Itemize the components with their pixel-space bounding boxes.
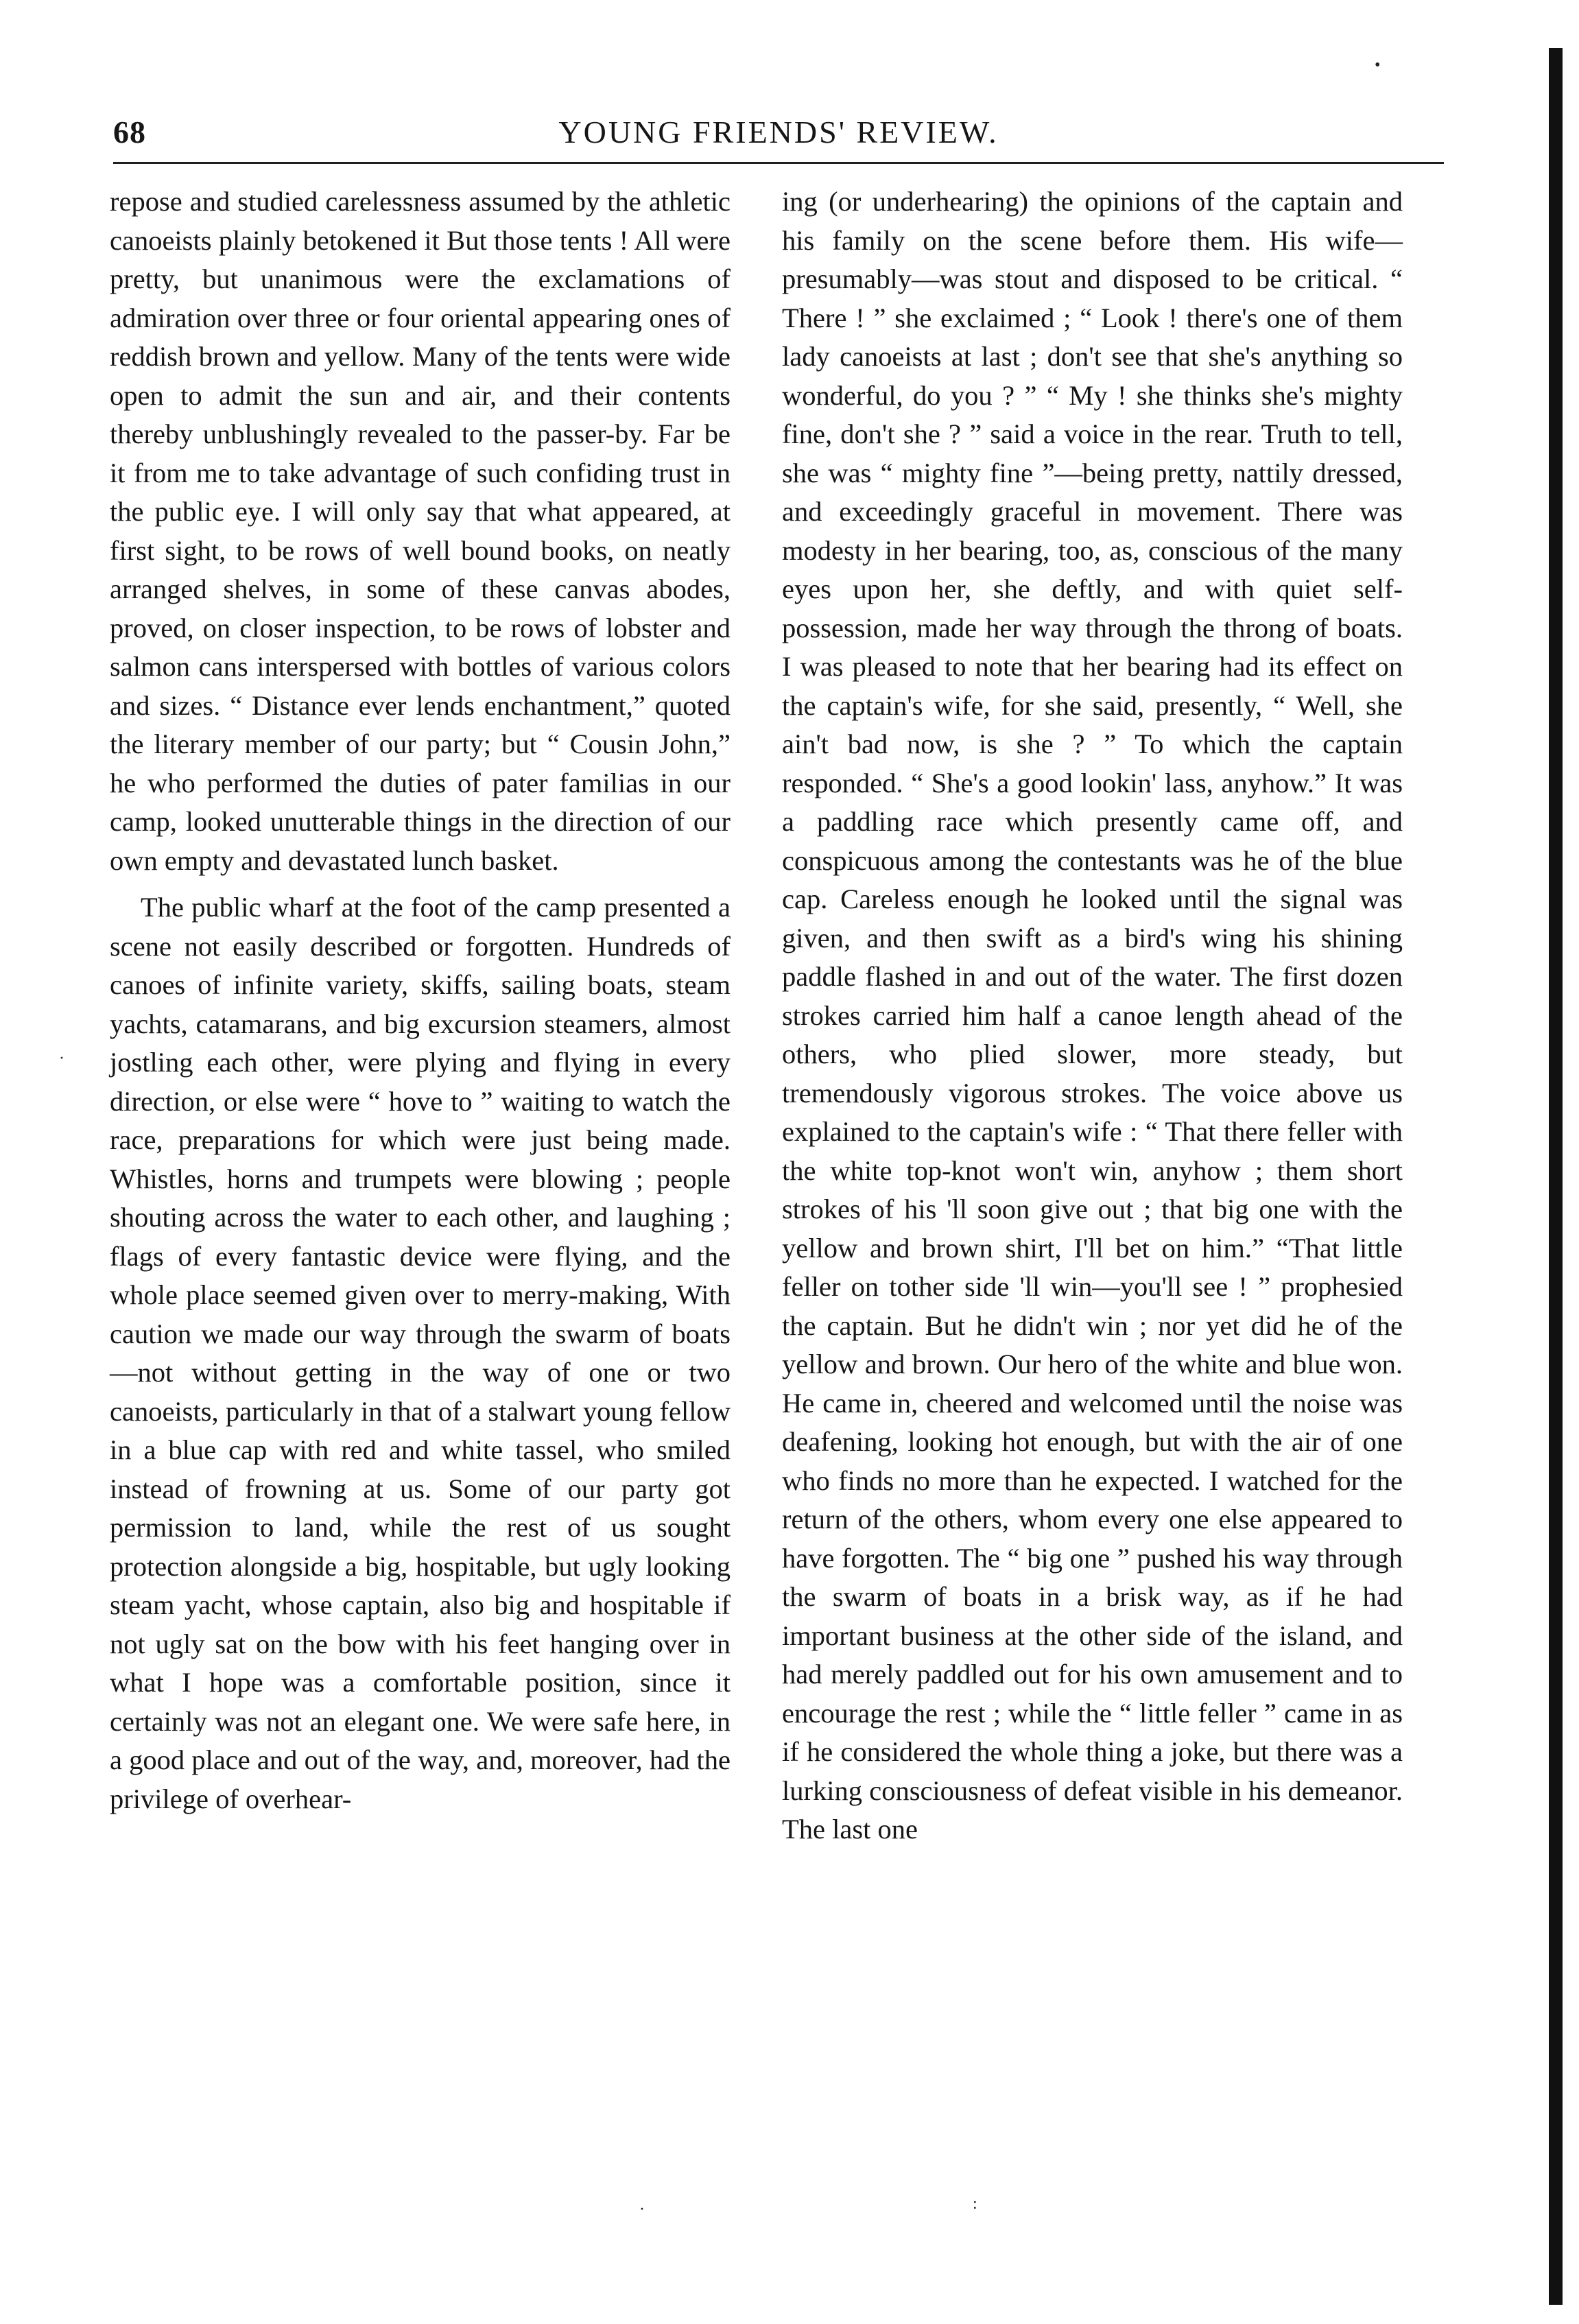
left-column	[110, 182, 731, 1818]
scan-speck: ·	[639, 2201, 645, 2218]
left-paragraph-2: The public wharf at the foot of the camp presented a scene not easily described or forgotten. Hundreds of canoes of infinite variety, skiffs, sailing boats, steam yachts, catamarans, and big excursion steamers, almost jostling each other, were plying and flying in every direction, or else were “ hove to ” waiting to watch the race, preparations for which were just being made. Whistles, horns and trumpets were blowing ; people shouting across the water to each other, and laughing ; flags of every fantastic device were flying, and the whole place seemed given over to merry-making, With caution we made our way through the swarm of boats—not without getting in the way of one or two canoeists, particularly in that of a stalwart young fellow in a blue cap with red and white tassel, who smiled instead of frowning at us. Some of our party got permission to land, while the rest of us sought protection alongside a big, hospitable, but ugly looking steam yacht, whose captain, also big and hospitable if not ugly sat on the bow with his feet hanging over in what I hope was a comfortable position, since it certainly was not an elegant one. We were safe here, in a good place and out of the way, and, moreover, had the privilege of overhear-	[110, 892, 731, 1814]
right-paragraph-1: ing (or underhearing) the opinions of the captain and his family on the scene before them. His wife—presumably—was stout and disposed to be critical. “ There ! ” she exclaimed ; “ Look ! there's one of them lady canoeists at last ; don't see that she's anything so wonderful, do you ? ” “ My ! she thinks she's mighty fine, don't she ? ” said a voice in the rear. Truth to tell, she was “ mighty fine ”—being pretty, nattily dressed, and exceedingly graceful in movement. There was modesty in her bearing, too, as, conscious of the many eyes upon her, she deftly, and with quiet self-possession, made her way through the throng of boats. I was pleased to note that her bearing had its effect on the captain's wife, for she said, presently, “ Well, she ain't bad now, is she ? ” To which the captain responded. “ She's a good lookin' lass, anyhow.” It was a paddling race which presently came off, and conspicuous among the contestants was he of the blue cap. Careless enough he looked until the signal was given, and then swift as a bird's wing his shining paddle flashed in and out of the water. The first dozen strokes carried him half a canoe length ahead of the others, who plied slower, more steady, but tremendously vigorous strokes. The voice above us explained to the captain's wife : “ That there feller with the white top-knot won't win, anyhow ; them short strokes of his 'll soon give out ; that big one with the yellow and brown shirt, I'll bet on him.” “That little feller on tother side 'll win—you'll see ! ” prophesied the captain. But he didn't win ; nor yet did he of the yellow and brown. Our hero of the white and blue won. He came in, cheered and welcomed until the noise was deafening, looking hot enough, but with the air of one who finds no more than he expected. I watched for the return of the others, whom every one else appeared to have forgotten. The “ big one ” pushed his way through the swarm of boats in a brisk way, as if he had important business at the other side of the island, and had merely paddled out for his own amusement and to encourage the rest ; while the “ little feller ” came in as if he considered the whole thing a joke, but there was a lurking consciousness of defeat visible in his demeanor. The last one	[782, 186, 1403, 1845]
page-number: 68	[113, 115, 146, 150]
page-header	[113, 108, 1444, 156]
right-column	[782, 182, 1403, 1849]
scan-speck: ·	[59, 1050, 64, 1067]
scan-speck: :	[973, 2195, 977, 2213]
scan-speck: •	[1375, 56, 1381, 74]
running-title: YOUNG FRIENDS' REVIEW.	[558, 115, 999, 150]
header-divider	[113, 162, 1444, 164]
scan-edge-bar	[1549, 48, 1563, 2305]
left-paragraph-1: repose and studied carelessness assumed by the athletic canoeists plainly betokened it But those tents ! All were pretty, but unanimous were the exclamations of admiration over three or four oriental appearing ones of reddish brown and yellow. Many of the tents were wide open to admit the sun and air, and their contents thereby unblushingly revealed to the passer-by. Far be it from me to take advantage of such confiding trust in the public eye. I will only say that what appeared, at first sight, to be rows of well bound books, on neatly arranged shelves, in some of these canvas abodes, proved, on closer inspection, to be rows of lobster and salmon cans interspersed with bottles of various colors and sizes. “ Distance ever lends enchantment,” quoted the literary member of our party; but “ Cousin John,” he who performed the duties of pater familias in our camp, looked unutterable things in the direction of our own empty and devastated lunch basket.	[110, 186, 731, 876]
